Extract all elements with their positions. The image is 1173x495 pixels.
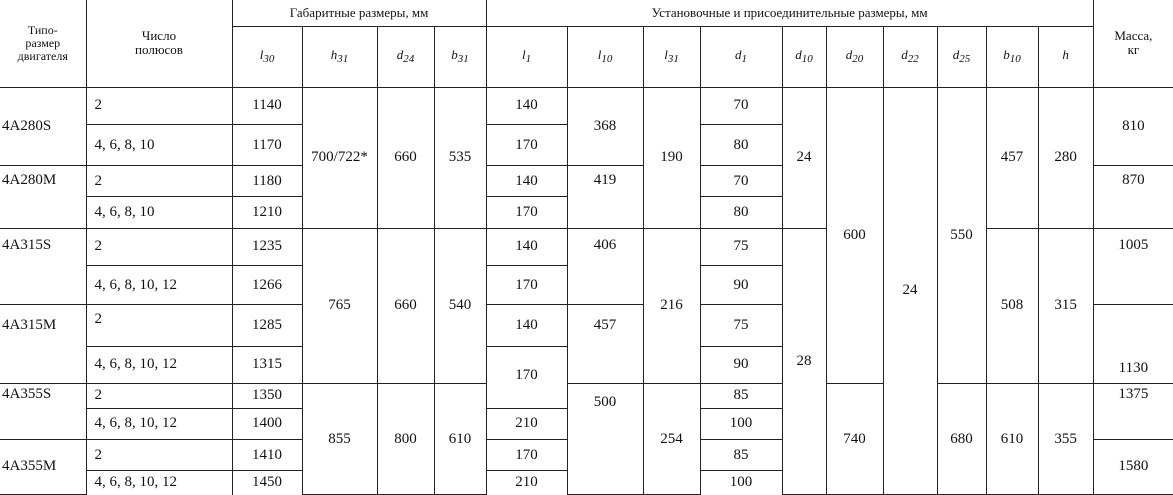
poles-cell: 4, 6, 8, 10 bbox=[86, 124, 232, 165]
l1-cell: 140 bbox=[486, 305, 567, 346]
l30-cell: 1315 bbox=[232, 346, 302, 383]
col-header: $l_{30}$ bbox=[232, 27, 302, 87]
l1-cell: 210 bbox=[486, 408, 567, 439]
l31-cell: 254 bbox=[643, 384, 700, 495]
col-header: $h_{31}$ bbox=[302, 27, 377, 87]
type-cell: 4A355M bbox=[0, 439, 86, 494]
col-header: h bbox=[1038, 27, 1093, 87]
l1-cell: 170 bbox=[486, 124, 567, 165]
type-cell: 4A280S bbox=[0, 87, 86, 166]
l30-cell: 1266 bbox=[232, 265, 302, 304]
l1-cell: 210 bbox=[486, 471, 567, 495]
mass-cell: 1130 bbox=[1093, 305, 1173, 384]
col-header: $d_{24}$ bbox=[377, 27, 434, 87]
type-cell: 4A315M bbox=[0, 305, 86, 384]
d1-cell: 90 bbox=[700, 346, 782, 383]
header-mounting: Установочные и присоединительные размеры, мм bbox=[486, 0, 1093, 27]
l30-cell: 1210 bbox=[232, 197, 302, 228]
d10-cell: 28 bbox=[782, 228, 826, 494]
type-cell: 4A315S bbox=[0, 228, 86, 305]
d22-cell: 24 bbox=[883, 87, 937, 494]
l10-cell: 500 bbox=[567, 384, 643, 495]
b10-cell: 610 bbox=[986, 384, 1038, 495]
l30-cell: 1140 bbox=[232, 87, 302, 124]
poles-cell: 4, 6, 8, 10, 12 bbox=[86, 265, 232, 304]
d1-cell: 85 bbox=[700, 439, 782, 470]
b10-cell: 457 bbox=[986, 87, 1038, 228]
d25-cell: 680 bbox=[937, 384, 986, 495]
d24-cell: 800 bbox=[377, 384, 434, 495]
d1-cell: 70 bbox=[700, 87, 782, 124]
l1-cell: 170 bbox=[486, 265, 567, 304]
header-type-size: Типо- размер двигателя bbox=[0, 0, 86, 87]
h-cell: 355 bbox=[1038, 384, 1093, 495]
l1-cell: 170 bbox=[486, 439, 567, 470]
b10-cell: 508 bbox=[986, 228, 1038, 383]
l10-cell: 368 bbox=[567, 87, 643, 166]
h31-cell: 855 bbox=[302, 384, 377, 495]
poles-cell: 2 bbox=[86, 228, 232, 265]
d24-cell: 660 bbox=[377, 228, 434, 383]
h-cell: 280 bbox=[1038, 87, 1093, 228]
l1-cell: 140 bbox=[486, 87, 567, 124]
mass-cell: 1005 bbox=[1093, 228, 1173, 305]
col-header: $d_{25}$ bbox=[937, 27, 986, 87]
mass-cell: 1375 bbox=[1093, 384, 1173, 440]
d1-cell: 90 bbox=[700, 265, 782, 304]
h-cell: 315 bbox=[1038, 228, 1093, 383]
l10-cell: 457 bbox=[567, 305, 643, 384]
poles-cell: 4, 6, 8, 10, 12 bbox=[86, 471, 232, 495]
l30-cell: 1400 bbox=[232, 408, 302, 439]
h31-cell: 765 bbox=[302, 228, 377, 383]
b31-cell: 535 bbox=[434, 87, 486, 228]
col-header: $b_{31}$ bbox=[434, 27, 486, 87]
header-overall: Габаритные размеры, мм bbox=[232, 0, 486, 27]
l1-cell: 170 bbox=[486, 197, 567, 228]
header-poles: Число полюсов bbox=[86, 0, 232, 87]
l1-cell: 140 bbox=[486, 166, 567, 197]
l30-cell: 1410 bbox=[232, 439, 302, 470]
d20-cell: 740 bbox=[826, 384, 883, 495]
b31-cell: 540 bbox=[434, 228, 486, 383]
l30-cell: 1170 bbox=[232, 124, 302, 165]
l30-cell: 1450 bbox=[232, 471, 302, 495]
poles-cell: 4, 6, 8, 10, 12 bbox=[86, 346, 232, 383]
col-header: $d_{22}$ bbox=[883, 27, 937, 87]
col-header: $l_{10}$ bbox=[567, 27, 643, 87]
l30-cell: 1180 bbox=[232, 166, 302, 197]
poles-cell: 2 bbox=[86, 305, 232, 346]
d1-cell: 100 bbox=[700, 408, 782, 439]
b31-cell: 610 bbox=[434, 384, 486, 495]
d24-cell: 660 bbox=[377, 87, 434, 228]
d1-cell: 75 bbox=[700, 305, 782, 346]
poles-cell: 4, 6, 8, 10 bbox=[86, 197, 232, 228]
h31-cell: 700/722* bbox=[302, 87, 377, 228]
l30-cell: 1350 bbox=[232, 384, 302, 409]
l1-cell: 140 bbox=[486, 228, 567, 265]
l30-cell: 1285 bbox=[232, 305, 302, 346]
d1-cell: 100 bbox=[700, 471, 782, 495]
poles-cell: 2 bbox=[86, 384, 232, 409]
d1-cell: 70 bbox=[700, 166, 782, 197]
d25-cell: 550 bbox=[937, 87, 986, 383]
d1-cell: 80 bbox=[700, 124, 782, 165]
l31-cell: 190 bbox=[643, 87, 700, 228]
d20-cell: 600 bbox=[826, 87, 883, 383]
l31-cell: 216 bbox=[643, 228, 700, 383]
d10-cell: 24 bbox=[782, 87, 826, 228]
poles-cell: 4, 6, 8, 10, 12 bbox=[86, 408, 232, 439]
mass-cell: 870 bbox=[1093, 166, 1173, 228]
l10-cell: 419 bbox=[567, 166, 643, 228]
col-header: $d_{20}$ bbox=[826, 27, 883, 87]
l10-cell: 406 bbox=[567, 228, 643, 305]
mass-cell: 810 bbox=[1093, 87, 1173, 166]
col-header: $d_{10}$ bbox=[782, 27, 826, 87]
l1-cell: 170 bbox=[486, 346, 567, 408]
d1-cell: 75 bbox=[700, 228, 782, 265]
col-header: $l_{31}$ bbox=[643, 27, 700, 87]
col-header: $b_{10}$ bbox=[986, 27, 1038, 87]
type-cell: 4A280M bbox=[0, 166, 86, 228]
mass-cell: 1580 bbox=[1093, 439, 1173, 494]
d1-cell: 80 bbox=[700, 197, 782, 228]
poles-cell: 2 bbox=[86, 87, 232, 124]
poles-cell: 2 bbox=[86, 439, 232, 470]
d1-cell: 85 bbox=[700, 384, 782, 409]
type-cell: 4A355S bbox=[0, 384, 86, 440]
col-header: $l_1$ bbox=[486, 27, 567, 87]
col-header: $d_1$ bbox=[700, 27, 782, 87]
l30-cell: 1235 bbox=[232, 228, 302, 265]
poles-cell: 2 bbox=[86, 166, 232, 197]
header-mass: Масса, кг bbox=[1093, 0, 1173, 87]
